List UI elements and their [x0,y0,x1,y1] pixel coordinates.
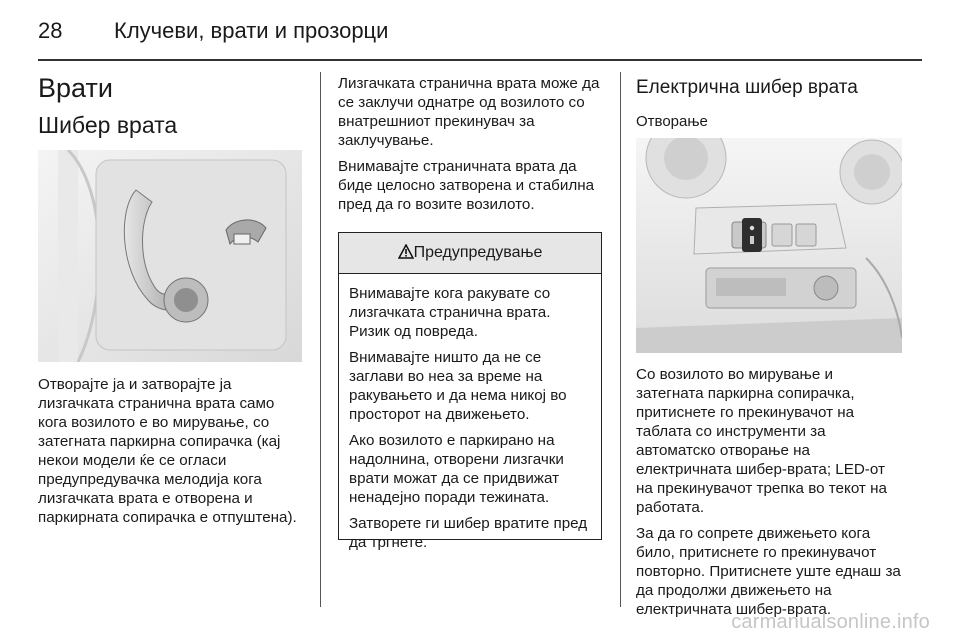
column-divider-1 [320,72,321,607]
page-title: Клучеви, врати и прозорци [114,18,389,43]
warning-title: Предупредување [413,244,543,261]
sliding-door-handle-illustration [38,150,302,362]
dashboard-switch-illustration [636,138,902,353]
opening-subheading: Отворање [636,113,708,130]
stop-instructions-paragraph: За да го сопрете движењето кога било, притиснете го прекинувачот повторно. Притиснете уште еднаш за да продолжи движењето на електричната шибер-врата. [636,525,901,618]
warning-header [339,233,601,274]
warning-paragraph-1: Внимавајте кога ракувате со лизгачката странична врата. Ризик од повреда. [349,285,551,340]
electric-door-heading: Електрична шибер врата [636,77,858,98]
warning-body [339,274,601,552]
open-instructions-paragraph: Со возилото во мирување и затегната паркирна сопирачка, притиснете го прекинувачот на таблата со инструменти за автоматско отворање на електричната шибер-врата; LED-от на прекинувачот трепка во текот на работата. [636,366,887,516]
column-2 [338,74,606,221]
section-heading-doors: Врати [38,73,113,103]
page-header [38,12,922,48]
page-number: 28 [38,18,63,43]
warning-paragraph-4: Затворете ги шибер вратите пред да тргнете. [349,515,588,551]
header-rule [38,59,922,61]
subsection-heading-sliding-door: Шибер врата [38,112,178,138]
dashboard-switch-svg [636,138,902,353]
warning-paragraph-2: Внимавајте ништо да не се заглави во неа за време на ракувањето и да нема никој во просторот на движењето. [349,349,567,423]
watermark: carmanualsonline.info [731,611,930,633]
sliding-door-handle-svg [38,150,302,362]
column-1-text [38,375,304,534]
column-divider-2 [620,72,621,607]
warning-paragraph-3: Ако возилото е паркирано на надолнина, отворени лизгачки врати можат да се придвижат ненадејно поради тежината. [349,432,564,506]
column-1 [38,72,306,140]
warning-triangle-icon [398,244,414,259]
column-3-text [636,365,904,626]
column-3 [636,76,902,132]
warning-box [338,232,602,551]
sliding-door-paragraph: Отворајте ја и затворајте ја лизгачката странична врата само кога возилото е во мирување, со затегната паркирна сопирачка (кај некои модели ќе се огласи предупредувачка мелодија кога лизгачката врата е отворена и паркирната сопирачка е отпуштена). [38,376,297,526]
close-paragraph: Внимавајте страничната врата да биде целосно затворена и стабилна пред да го возите возилото. [338,158,595,213]
lock-paragraph: Лизгачката странична врата може да се заклучи однатре од возилото со внатрешниот прекинувач за заклучување. [338,75,600,149]
